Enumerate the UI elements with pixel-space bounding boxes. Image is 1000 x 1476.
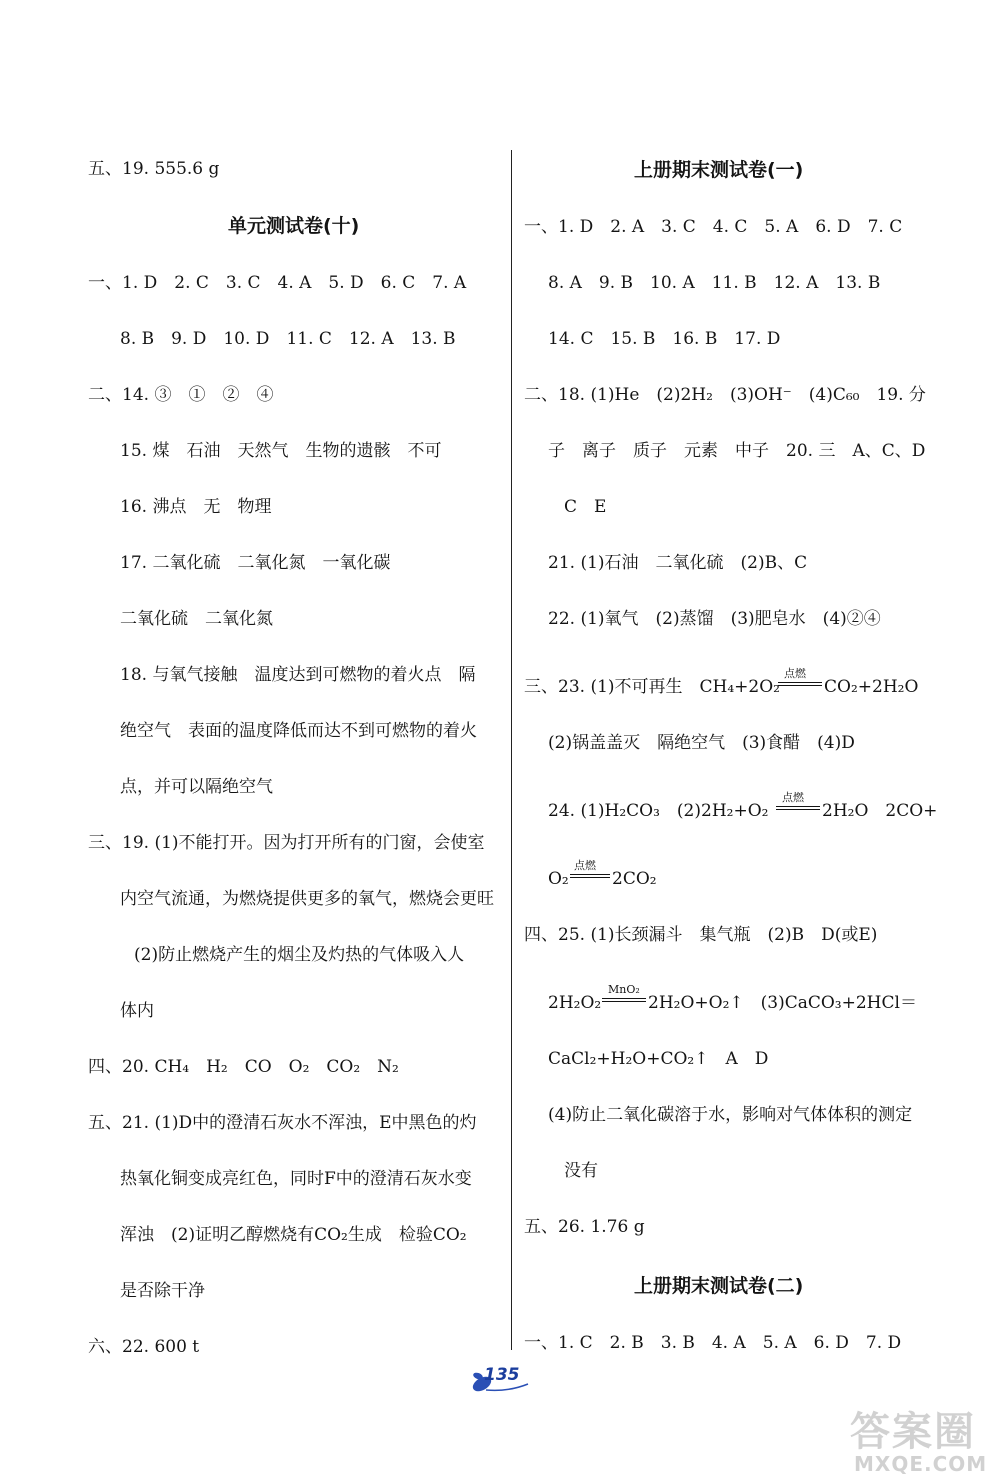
answer-line: 15. 煤 石油 天然气 生物的遗骸 不可 — [120, 441, 442, 461]
answer-line: 16. 沸点 无 物理 — [120, 497, 272, 517]
answer-line: 二、14. ③ ① ② ④ — [88, 385, 274, 405]
answer-line: (4)防止二氧化碳溶于水，影响对气体体积的测定 — [548, 1105, 913, 1125]
answer-line: 四、25. (1)长颈漏斗 集气瓶 (2)B D(或E) — [524, 925, 878, 945]
answer-line: 五、19. 555.6 g — [88, 159, 220, 179]
answer-line: 二氧化硫 二氧化氮 — [120, 609, 273, 629]
reaction-condition: 点燃 — [778, 668, 822, 698]
answer-line: (2)防止燃烧产生的烟尘及灼热的气体吸入人 — [134, 945, 465, 965]
answer-line: CaCl₂+H₂O+CO₂↑ A D — [548, 1049, 769, 1069]
equation-product: CO₂+2H₂O — [824, 677, 919, 697]
answer-line: 浑浊 (2)证明乙醇燃烧有CO₂生成 检验CO₂ — [120, 1225, 467, 1245]
answer-line: 绝空气 表面的温度降低而达不到可燃物的着火 — [120, 721, 477, 741]
answer-line: 21. (1)石油 二氧化硫 (2)B、C — [548, 553, 808, 573]
column-divider — [511, 150, 512, 1350]
answer-line: 体内 — [120, 1001, 154, 1021]
answer-line: O₂ — [548, 869, 569, 889]
answer-line: 一、1. C 2. B 3. B 4. A 5. A 6. D 7. D — [524, 1333, 902, 1353]
answer-line: 子 离子 质子 元素 中子 20. 三 A、C、D — [548, 441, 926, 461]
answer-line: 24. (1)H₂CO₃ (2)2H₂+O₂ — [548, 801, 769, 821]
answer-line: 一、1. D 2. C 3. C 4. A 5. D 6. C 7. A — [88, 273, 467, 293]
answer-line: 四、20. CH₄ H₂ CO O₂ CO₂ N₂ — [88, 1057, 399, 1077]
watermark-logo-text: 答案圈 — [850, 1409, 976, 1455]
answer-line: C E — [564, 497, 607, 517]
answer-line: 内空气流通，为燃烧提供更多的氧气，燃烧会更旺 — [120, 889, 494, 909]
equation-product: 2H₂O+O₂↑ (3)CaCO₃+2HCl＝ — [648, 993, 917, 1013]
answer-line: 2H₂O₂ — [548, 993, 602, 1013]
answer-line: 二、18. (1)He (2)2H₂ (3)OH⁻ (4)C₆₀ 19. 分 — [524, 385, 926, 405]
answer-line: 点，并可以隔绝空气 — [120, 777, 273, 797]
answer-line: 三、23. (1)不可再生 CH₄+2O₂ — [524, 677, 780, 697]
answer-line: 三、19. (1)不能打开。因为打开所有的门窗，会使室 — [88, 833, 485, 853]
equation-product: 2CO₂ — [612, 869, 657, 889]
answer-line: 五、26. 1.76 g — [524, 1217, 645, 1237]
answer-line: 8. A 9. B 10. A 11. B 12. A 13. B — [548, 273, 881, 293]
answer-line: 热氧化铜变成亮红色，同时F中的澄清石灰水变 — [120, 1169, 472, 1189]
answer-line: 是否除干净 — [120, 1281, 205, 1301]
answer-line: 五、21. (1)D中的澄清石灰水不浑浊，E中黑色的灼 — [88, 1113, 477, 1133]
answer-line: (2)锅盖盖灭 隔绝空气 (3)食醋 (4)D — [548, 733, 855, 753]
section-title: 上册期末测试卷(一) — [634, 159, 804, 181]
equation-product: 2H₂O 2CO+ — [822, 801, 938, 821]
section-title: 单元测试卷(十) — [228, 215, 360, 237]
page-number — [468, 1362, 534, 1394]
answer-line: 17. 二氧化硫 二氧化氮 一氧化碳 — [120, 553, 391, 573]
answer-line: 一、1. D 2. A 3. C 4. C 5. A 6. D 7. C — [524, 217, 903, 237]
reaction-condition: MnO₂ — [602, 984, 646, 1014]
section-title: 上册期末测试卷(二) — [634, 1275, 804, 1297]
answer-line: 14. C 15. B 16. B 17. D — [548, 329, 781, 349]
watermark-url: MXQE.COM — [854, 1452, 988, 1476]
answer-line: 没有 — [564, 1161, 598, 1181]
answer-line: 18. 与氧气接触 温度达到可燃物的着火点 隔 — [120, 665, 476, 685]
answer-line: 8. B 9. D 10. D 11. C 12. A 13. B — [120, 329, 456, 349]
reaction-condition: 点燃 — [570, 860, 610, 890]
reaction-condition: 点燃 — [776, 792, 820, 822]
page-number-text: 135 — [484, 1365, 520, 1385]
answer-line: 六、22. 600 t — [88, 1337, 200, 1357]
answer-line: 22. (1)氧气 (2)蒸馏 (3)肥皂水 (4)②④ — [548, 609, 881, 629]
watermark — [848, 1398, 996, 1474]
